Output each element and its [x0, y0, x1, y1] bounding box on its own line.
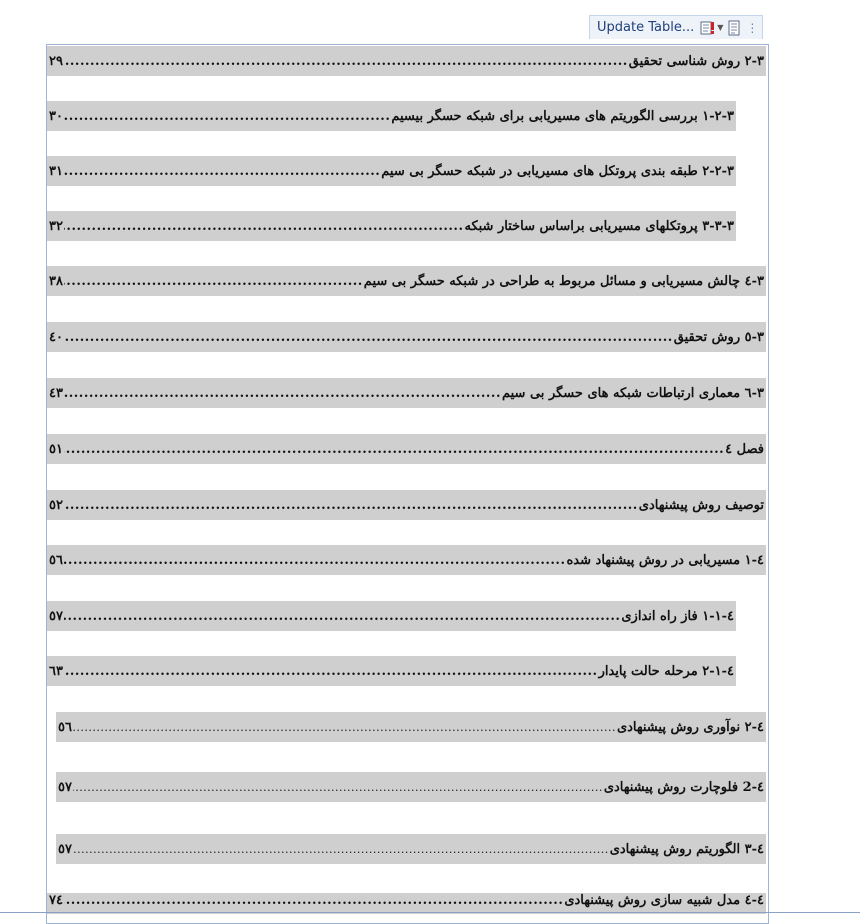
toc-dot-leader [64, 664, 598, 679]
toc-entry-page: ٥٢ [49, 497, 63, 513]
toc-entry[interactable] [47, 601, 736, 631]
toc-entry[interactable] [47, 656, 736, 686]
toc-entry-title: ٣-٥ روش تحقیق [673, 329, 764, 345]
toc-entry-page: ٥٦ [58, 719, 72, 735]
toc-entry-title: توصیف روش پیشنهادی [638, 497, 764, 513]
toc-entry-title: ٤-2 فلوچارت روش پیشنهادی [603, 779, 764, 795]
update-field-icon[interactable] [700, 20, 716, 36]
toc-entry[interactable] [47, 156, 736, 186]
toc-dot-leader [64, 330, 673, 345]
toc-entry-title: ٣-٤ چالش مسیریابی و مسائل مربوط به طراحی در شبکه حسگر بی سیم [363, 273, 764, 289]
toc-entry-title: ٤-٣ الگوریتم روش پیشنهادی [609, 841, 764, 857]
toc-entry-page: ٤٠ [49, 329, 63, 345]
toc-dot-leader [64, 498, 638, 513]
toc-dot-leader [64, 219, 464, 234]
toc-entry-page: ٧٤ [49, 893, 63, 908]
toc-entry-title: ٤-١-٢ مرحله حالت پایدار [598, 663, 734, 679]
toc-entry[interactable] [47, 545, 766, 575]
toc-entry-page: ٥٦ [49, 552, 63, 568]
toc-dot-leader [73, 781, 603, 794]
toc-entry[interactable] [47, 101, 736, 131]
toc-dot-leader [64, 109, 390, 124]
toc-entry[interactable] [47, 893, 766, 914]
toc-entry[interactable] [56, 772, 766, 802]
toc-entry[interactable] [47, 266, 766, 296]
toc-entry-title: فصل ٤ [725, 441, 764, 457]
toc-dot-leader [73, 721, 616, 734]
toc-dot-leader [64, 54, 628, 69]
toc-entry-page: ٥٧ [49, 608, 63, 624]
toc-entry-title: ٤-١ مسیریابی در روش پیشنهاد شده [566, 552, 764, 568]
toc-entry-page: ٦٣ [49, 663, 63, 679]
toc-entry-page: ٥١ [49, 441, 63, 457]
toolbar-grip-icon[interactable]: ⋮ [746, 20, 759, 35]
toc-dot-leader [64, 893, 563, 908]
toc-entry-page: ٣١ [49, 163, 63, 179]
toc-entry-title: ٣-٢ روش شناسی تحقیق [628, 53, 764, 69]
toc-entry-page: ٥٧ [58, 779, 72, 795]
update-table-button[interactable]: Update Table... [597, 20, 695, 35]
toc-entry[interactable] [47, 490, 766, 520]
toc-entry[interactable] [47, 46, 766, 76]
toc-entry-title: ٣-٣-٣ پروتکلهای مسیریابی براساس ساختار شبکه [464, 218, 734, 234]
toc-dot-leader [64, 442, 724, 457]
toc-entry-page: ٣٠ [49, 108, 63, 124]
toc-entry-page: ٣٨ [49, 273, 63, 289]
toc-dot-leader [64, 386, 501, 401]
toc-dot-leader [64, 164, 380, 179]
toc-entry[interactable] [47, 378, 766, 408]
window-bottom-border [0, 912, 860, 913]
toc-entry[interactable] [47, 211, 736, 241]
toc-dot-leader [73, 843, 609, 856]
toc-floating-toolbar [589, 15, 763, 39]
toc-entry-title: ٤-١-١ فاز راه اندازی [621, 608, 734, 624]
toc-entry[interactable] [47, 434, 766, 464]
toc-entry[interactable] [56, 834, 766, 864]
toc-dot-leader [64, 274, 363, 289]
toc-entry-title: ٣-٢-٢ طبقه بندی پروتکل های مسیریابی در شبکه حسگر بی سیم [381, 163, 734, 179]
toc-entry-page: ٢٩ [49, 53, 63, 69]
toc-entry-page: ٤٣ [49, 385, 63, 401]
toc-dot-leader [64, 553, 566, 568]
toc-entry-title: ٣-٦ معماری ارتباطات شبکه های حسگر بی سیم [501, 385, 764, 401]
toc-entry-page: ٣٢ [49, 218, 63, 234]
chevron-down-icon[interactable]: ▼ [717, 23, 724, 32]
toc-entry[interactable] [47, 322, 766, 352]
toc-entry-title: ٤-٤ مدل شبیه سازی روش پیشنهادی [564, 893, 764, 908]
toc-entry-title: ٤-٢ نوآوری روش پیشنهادی [616, 719, 764, 735]
toc-entry-title: ٣-٢-١ بررسی الگوریتم های مسیریابی برای شبکه حسگر بیسیم [391, 108, 734, 124]
toc-entry[interactable] [56, 712, 766, 742]
toc-dot-leader [64, 609, 620, 624]
toc-entry-page: ٥٧ [58, 841, 72, 857]
document-icon[interactable] [726, 20, 742, 36]
